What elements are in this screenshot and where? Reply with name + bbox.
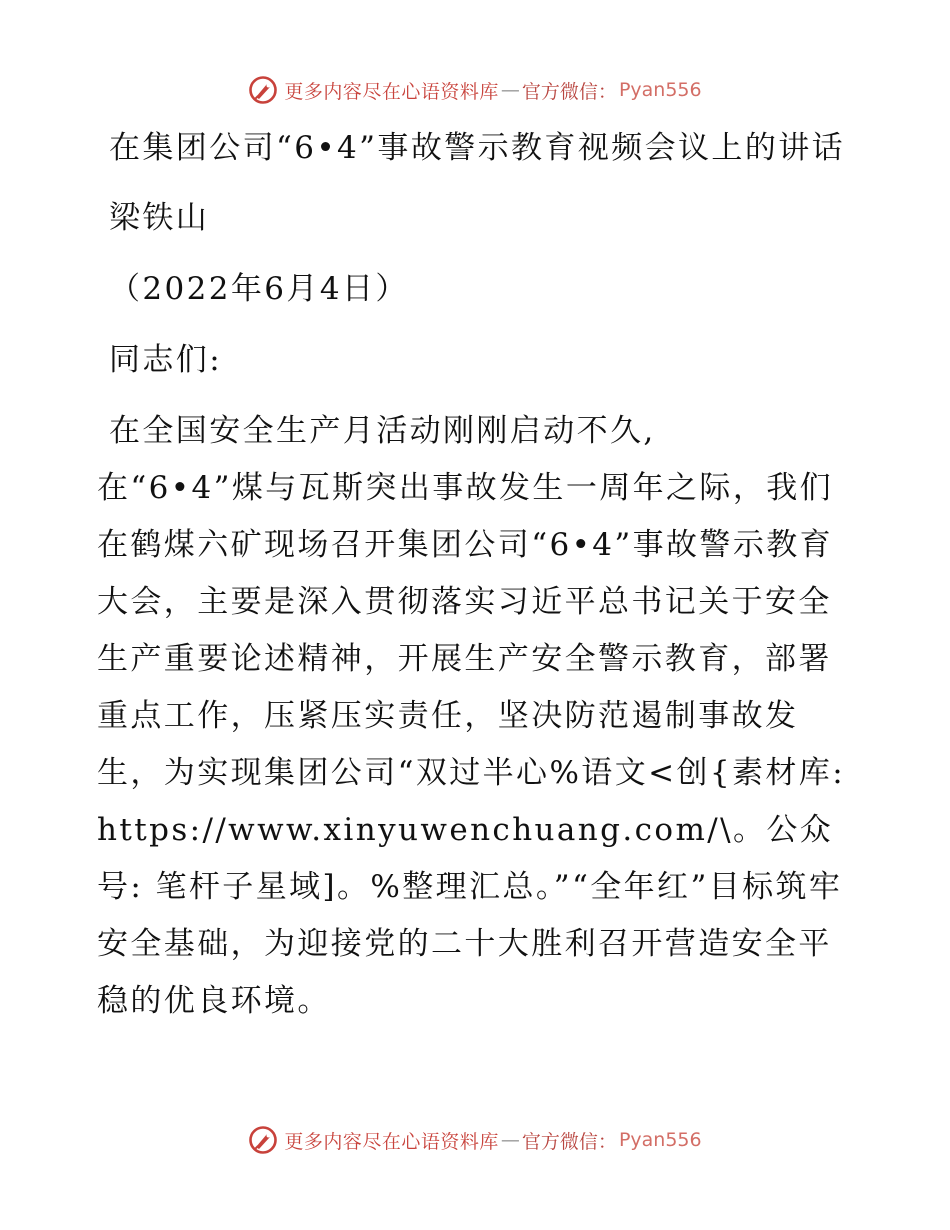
document-author: 梁铁山	[109, 200, 210, 236]
header-watermark-banner	[0, 70, 950, 110]
document-body	[97, 120, 857, 1030]
watermark-wechat-id: Pyan556	[618, 1129, 702, 1151]
watermark-main-text: 更多内容尽在心语资料库	[284, 80, 499, 103]
footer-watermark-banner	[0, 1120, 950, 1160]
paragraph-body: 在“6•4”煤与瓦斯突出事故发生一周年之际，我们在鹤煤六矿现场召开集团公司“6•4”事故警示教育大会，主要是深入贯彻落实习近平总书记关于安全生产重要论述精神，开展生产安全警示教育，部署重点工作，压紧压实责任，坚决防范遏制事故发生，为实现集团公司“双过半心%语文<创{素材库: https://www.xinyuwenchuang.com/\。公众号: 笔杆子星域]。%整理汇总。”“全年红”目标筑牢安全基础，为迎接党的二十大胜利召开营造安全平稳的优良环境。	[97, 470, 846, 1019]
watermark-dash: —	[500, 79, 520, 101]
watermark-dash: —	[500, 1129, 520, 1151]
watermark-wechat-label: 官方微信：	[521, 1130, 617, 1153]
pen-nib-circle-icon	[248, 75, 278, 105]
paragraph-opening-line: 在全国安全生产月活动刚刚启动不久,	[109, 413, 656, 449]
watermark-wechat-id: Pyan556	[618, 79, 702, 101]
document-date: （2022年6月4日）	[109, 271, 409, 307]
watermark-main-text: 更多内容尽在心语资料库	[284, 1130, 499, 1153]
pen-nib-circle-icon	[248, 1125, 278, 1155]
document-title: 在集团公司“6•4”事故警示教育视频会议上的讲话	[109, 130, 846, 166]
document-salutation: 同志们:	[109, 342, 223, 378]
watermark-wechat-label: 官方微信：	[521, 80, 617, 103]
